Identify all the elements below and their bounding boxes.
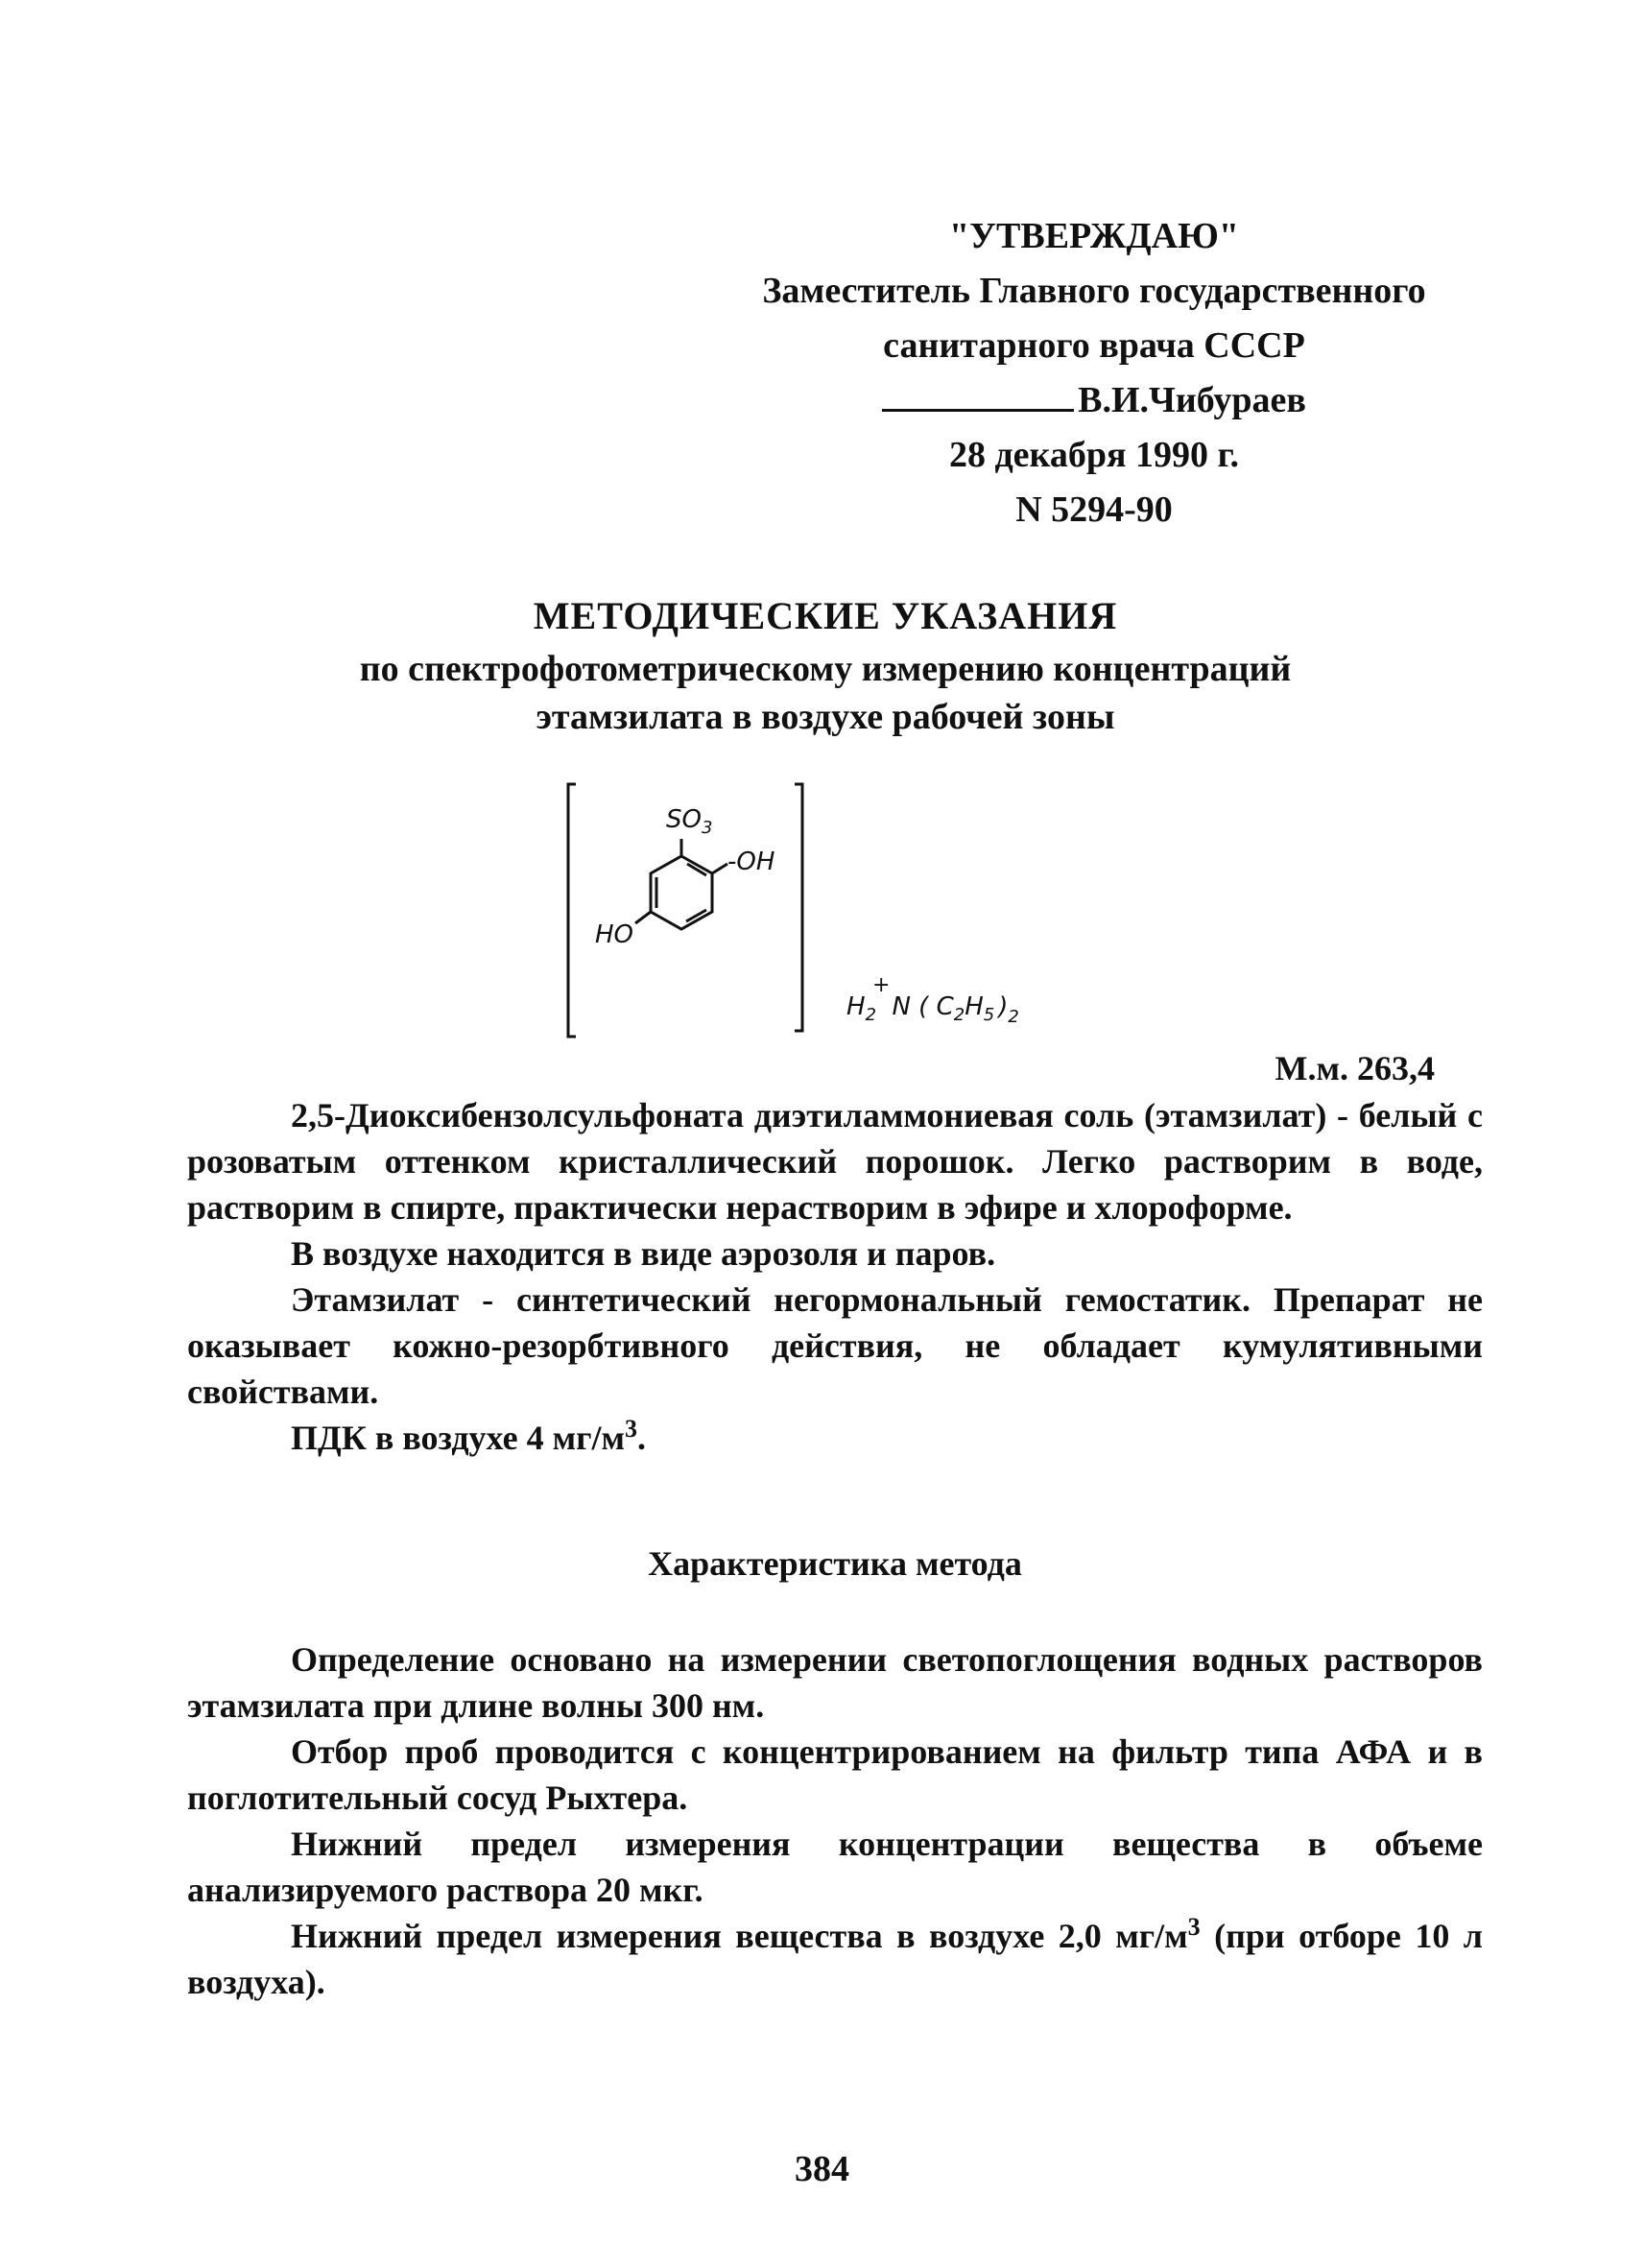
molar-mass: М.м. 263,4 (1275, 1049, 1435, 1087)
cation-label: $H_2+N$ ( $C_2H_5$ )$_2$ (846, 973, 1019, 1027)
signature-blank (882, 409, 1074, 412)
paragraph-pdk (187, 1415, 1483, 1461)
method-p4-text: Нижний предел измерения вещества в воздухе 2,0 мг/м (291, 1917, 1188, 1955)
right-bracket (795, 784, 802, 1031)
method-paragraph-4 (187, 1913, 1483, 2005)
title-subtitle-line1: по спектрофотометрическому измерению концентраций (359, 649, 1292, 689)
benzene-ring (651, 856, 712, 929)
title-subtitle-line2: этамзилата в воздухе рабочей зоны (536, 697, 1115, 737)
method-section (187, 1636, 1483, 2005)
so3-label: $SO_3$ (666, 805, 713, 838)
method-p4-superscript: 3 (1187, 1913, 1201, 1941)
pdk-superscript: 3 (625, 1415, 638, 1443)
approval-position-line1: Заместитель Главного государственного (762, 271, 1426, 311)
document-title (250, 587, 1401, 741)
description-section (187, 1092, 1483, 1461)
approval-block (672, 209, 1516, 537)
oh-label: -OH (727, 848, 775, 876)
method-paragraph-1: Определение основано на измерении светопоглощения водных растворов этамзилата при длине волны 300 нм. (187, 1640, 1483, 1725)
method-paragraph-2: Отбор проб проводится с концентрированием на фильтр типа АФА и в поглотительный сосуд Рыхтера. (187, 1732, 1483, 1817)
page-number: 384 (795, 2149, 849, 2189)
section-title: Характеристика метода (648, 1544, 1022, 1583)
approval-heading: "УТВЕРЖДАЮ" (949, 216, 1239, 256)
structural-formula (547, 779, 1094, 1048)
paragraph-air-state: В воздухе находится в виде аэрозоля и паров. (291, 1234, 996, 1273)
approval-number: N 5294-90 (1015, 489, 1173, 530)
approval-position-line2: санитарного врача СССР (883, 325, 1305, 366)
left-bracket (568, 784, 576, 1037)
method-p4-end: (при отборе 10 л воздуха). (187, 1917, 1483, 2001)
approval-signatory: В.И.Чибураев (1078, 380, 1306, 420)
method-paragraph-3: Нижний предел измерения концентрации вещества в объеме анализируемого раствора 20 мкг. (187, 1825, 1483, 1909)
paragraph-properties: Этамзилат - синтетический негормональный гемостатик. Препарат не оказывает кожно-резорбтивного действия, не обладает кумулятивными свойствами. (187, 1280, 1483, 1411)
ho-label: HO (595, 920, 634, 949)
approval-signature-line (672, 373, 1516, 428)
approval-date: 28 декабря 1990 г. (948, 435, 1240, 475)
pdk-text: ПДК в воздухе 4 мг/м (291, 1419, 626, 1457)
title-main: МЕТОДИЧЕСКИЕ УКАЗАНИЯ (533, 594, 1118, 637)
paragraph-description: 2,5-Диоксибензолсульфоната диэтиламмониевая соль (этамзилат) - белый с розоватым оттенком кристаллический порошок. Легко растворим в воде, растворим в спирте, практически нерастворим в эфире и хлороформе. (187, 1096, 1483, 1227)
pdk-end: . (637, 1419, 647, 1457)
